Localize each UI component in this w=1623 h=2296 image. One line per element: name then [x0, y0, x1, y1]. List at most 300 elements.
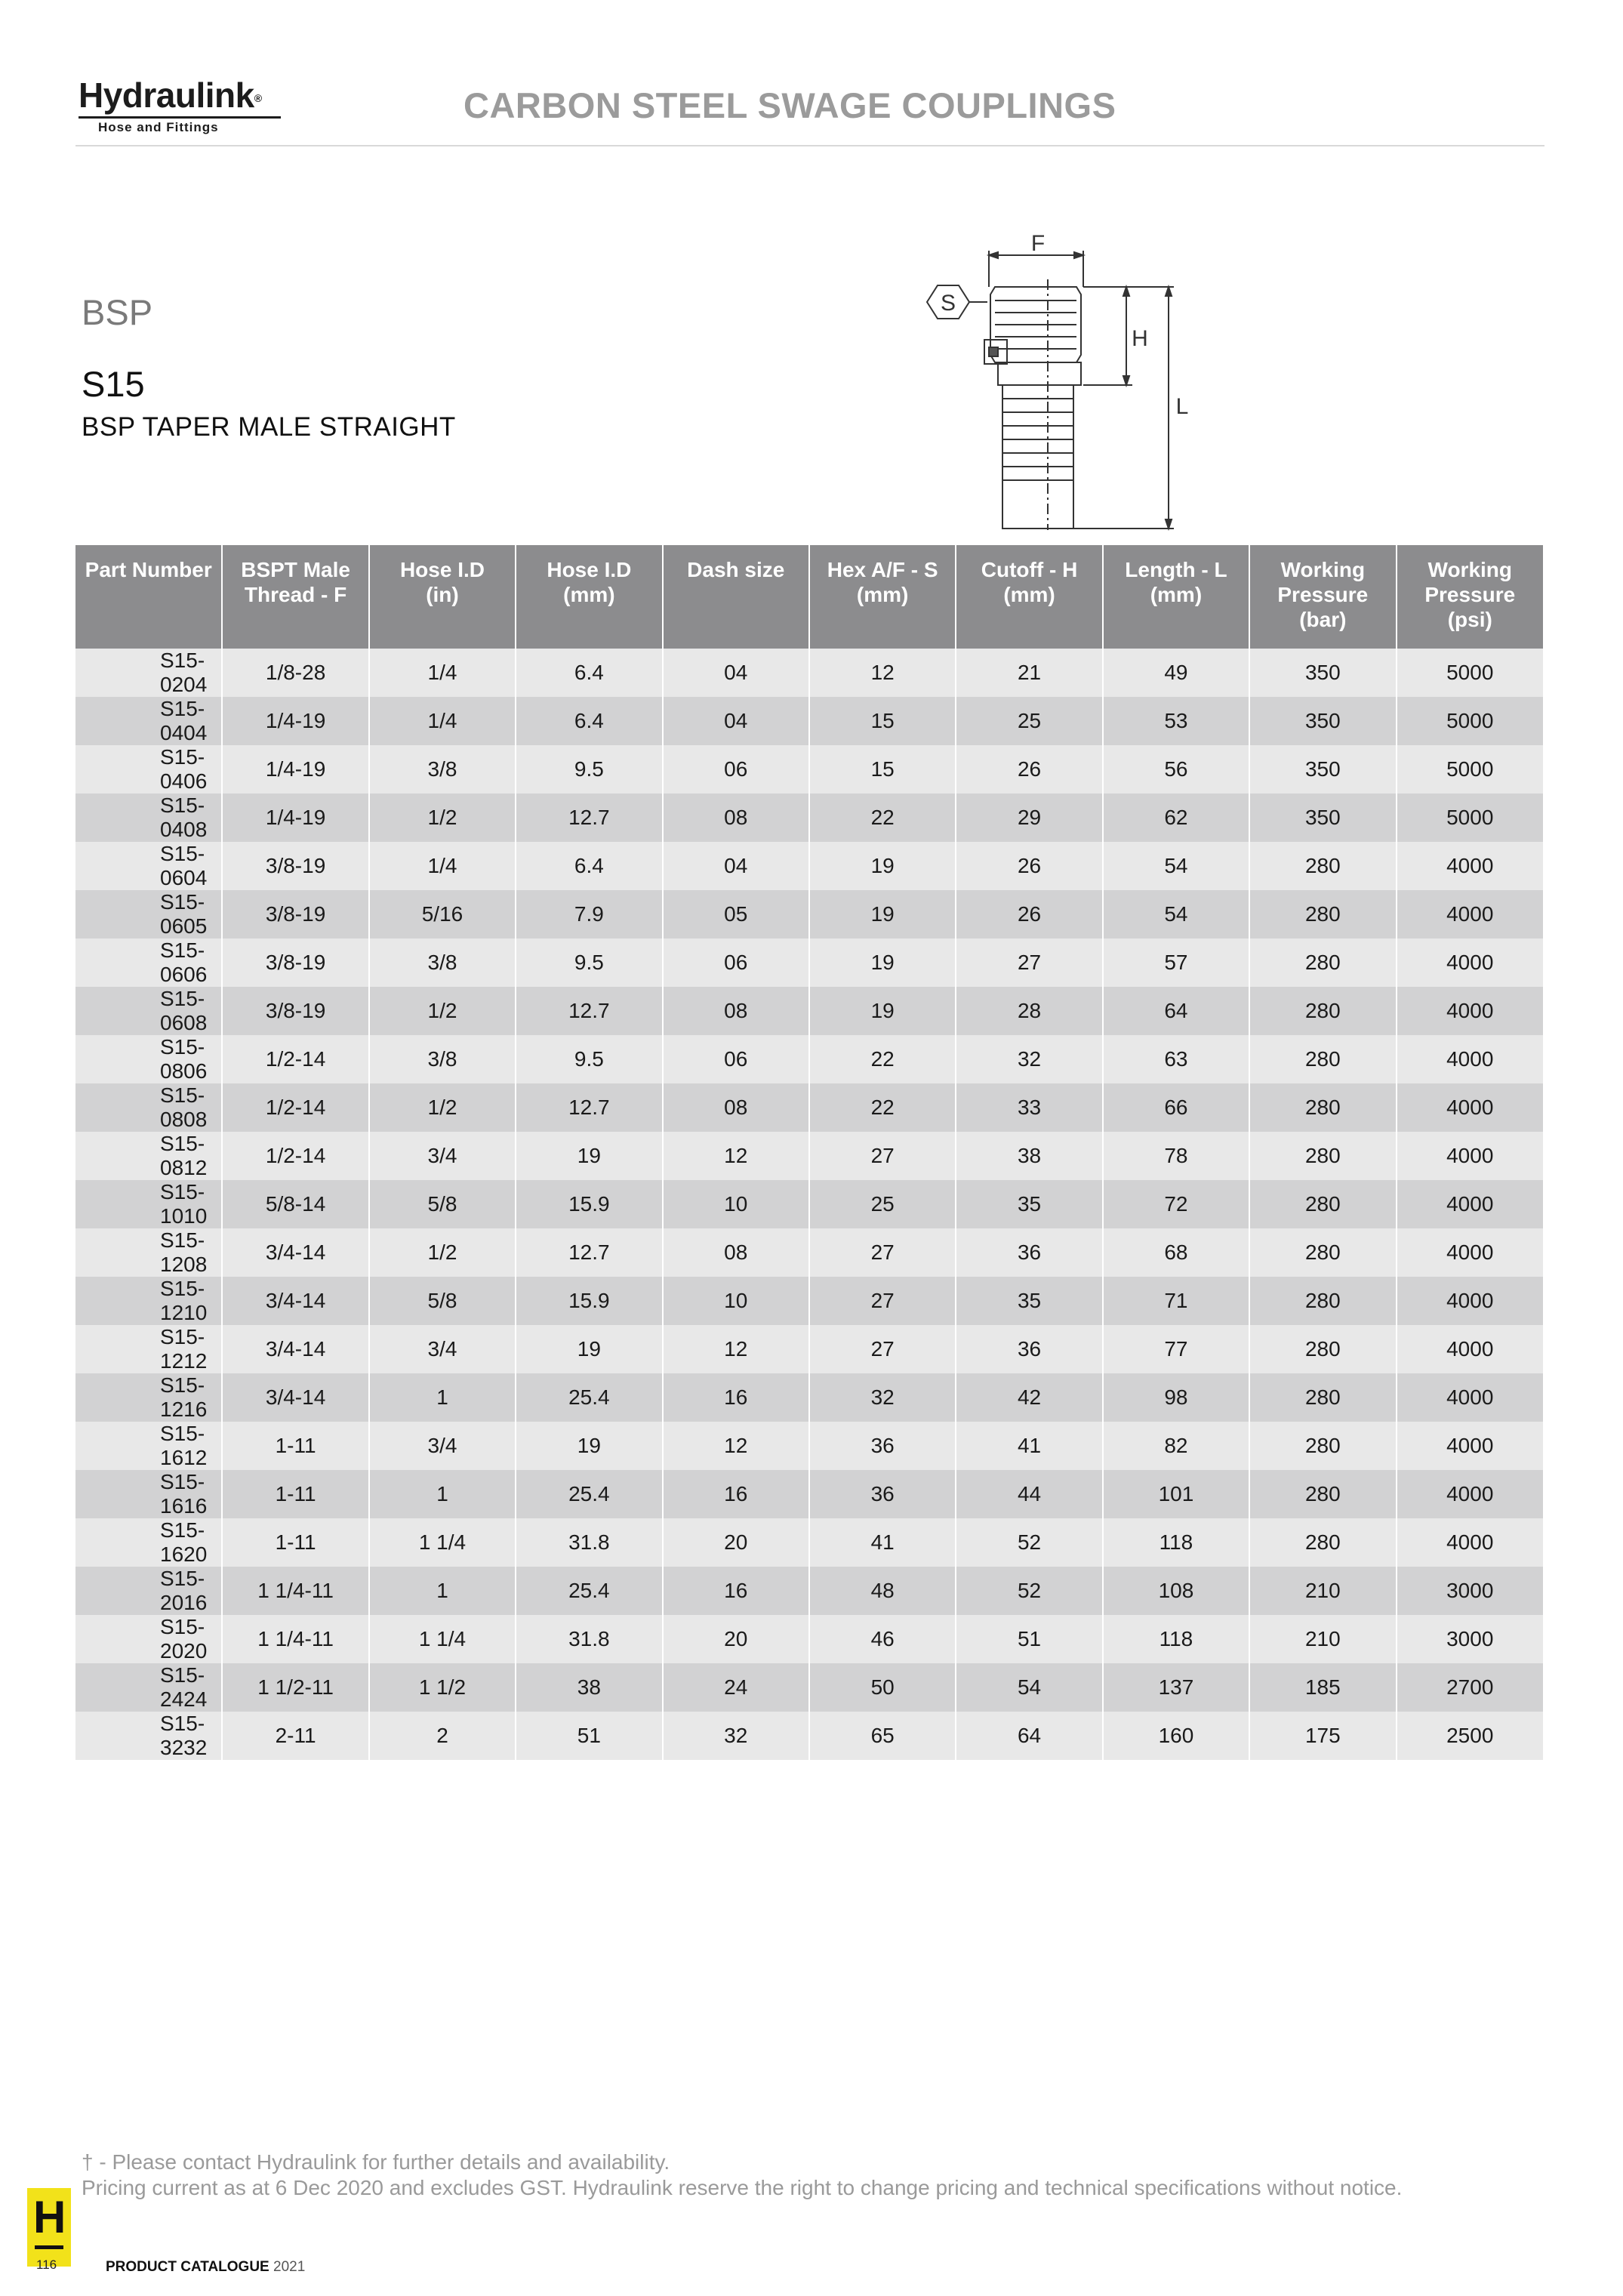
table-cell: 280	[1249, 1228, 1396, 1277]
table-cell: 6.4	[516, 842, 662, 890]
table-cell: 1/2	[369, 1228, 516, 1277]
table-cell: 4000	[1397, 1277, 1543, 1325]
pricing-note: Pricing current as at 6 Dec 2020 and excludes GST. Hydraulink reserve the right to change pricing and technical specifications without notice.	[82, 2176, 1403, 2199]
table-cell: 4000	[1397, 842, 1543, 890]
table-cell: 63	[1103, 1035, 1249, 1083]
table-cell: 68	[1103, 1228, 1249, 1277]
table-cell: 19	[516, 1422, 662, 1470]
part-number-cell: S15-2020	[75, 1615, 222, 1663]
column-header-line: Pressure	[1277, 583, 1369, 606]
label-s: S	[940, 291, 956, 316]
table-cell: 21	[956, 649, 1102, 697]
table-cell: 26	[956, 745, 1102, 794]
part-number-cell: S15-1616	[75, 1470, 222, 1518]
table-cell: 29	[956, 794, 1102, 842]
table-cell: 280	[1249, 1422, 1396, 1470]
table-cell: 108	[1103, 1567, 1249, 1615]
table-cell: 12.7	[516, 794, 662, 842]
table-cell: 41	[956, 1422, 1102, 1470]
table-body	[75, 649, 1543, 1760]
column-header	[1249, 545, 1396, 649]
table-cell: 26	[956, 890, 1102, 938]
column-header	[1103, 545, 1249, 649]
table-cell: 12.7	[516, 1083, 662, 1132]
table-cell: 04	[663, 697, 809, 745]
table-cell: 3/4-14	[222, 1373, 368, 1422]
table-cell: 2-11	[222, 1712, 368, 1760]
table-cell: 1-11	[222, 1470, 368, 1518]
table-cell: 04	[663, 842, 809, 890]
part-number-cell: S15-1010	[75, 1180, 222, 1228]
part-number-cell: S15-2424	[75, 1663, 222, 1712]
h-badge	[27, 2188, 71, 2267]
page-number: 116	[36, 2257, 57, 2272]
table-cell: 9.5	[516, 745, 662, 794]
part-number-cell: S15-0605	[75, 890, 222, 938]
hex-block-inner	[989, 347, 998, 356]
table-cell: 4000	[1397, 1422, 1543, 1470]
table-row	[75, 1663, 1543, 1712]
table-cell: 350	[1249, 794, 1396, 842]
column-header-line: Part Number	[85, 558, 212, 581]
table-cell: 1 1/4-11	[222, 1567, 368, 1615]
table-cell: 3/8	[369, 938, 516, 987]
table-row	[75, 938, 1543, 987]
table-cell: 06	[663, 745, 809, 794]
table-cell: 5/8-14	[222, 1180, 368, 1228]
table-cell: 19	[809, 987, 956, 1035]
table-cell: 1/2-14	[222, 1035, 368, 1083]
table-cell: 08	[663, 1228, 809, 1277]
table-cell: 31.8	[516, 1518, 662, 1567]
table-cell: 4000	[1397, 938, 1543, 987]
column-header-line: Pressure	[1424, 583, 1516, 606]
column-header-line: Length - L	[1125, 558, 1227, 581]
table-cell: 20	[663, 1518, 809, 1567]
table-cell: 1/2	[369, 987, 516, 1035]
label-h: H	[1132, 326, 1148, 351]
part-number-cell: S15-3232	[75, 1712, 222, 1760]
table-cell: 32	[663, 1712, 809, 1760]
table-cell: 4000	[1397, 1518, 1543, 1567]
h-badge-letter: H	[33, 2192, 66, 2242]
table-cell: 72	[1103, 1180, 1249, 1228]
h-arrow-bottom	[1123, 376, 1129, 385]
table-cell: 36	[809, 1470, 956, 1518]
table-cell: 4000	[1397, 1035, 1543, 1083]
table-cell: 3/4	[369, 1132, 516, 1180]
table-cell: 1/2	[369, 1083, 516, 1132]
collar	[998, 362, 1081, 385]
table-cell: 46	[809, 1615, 956, 1663]
column-header-line: Hose I.D	[547, 558, 632, 581]
table-cell: 280	[1249, 1083, 1396, 1132]
catalogue-title: PRODUCT CATALOGUE	[106, 2259, 269, 2275]
table-cell: 66	[1103, 1083, 1249, 1132]
table-cell: 5/16	[369, 890, 516, 938]
column-header-line: (psi)	[1447, 608, 1492, 631]
table-cell: 1/2-14	[222, 1083, 368, 1132]
column-header-line: (bar)	[1299, 608, 1347, 631]
table-row	[75, 890, 1543, 938]
part-number-cell: S15-0604	[75, 842, 222, 890]
table-cell: 1/4	[369, 842, 516, 890]
table-cell: 280	[1249, 1180, 1396, 1228]
table-cell: 9.5	[516, 1035, 662, 1083]
table-cell: 160	[1103, 1712, 1249, 1760]
table-cell: 350	[1249, 745, 1396, 794]
table-cell: 5000	[1397, 794, 1543, 842]
table-cell: 210	[1249, 1615, 1396, 1663]
column-header	[663, 545, 809, 649]
table-cell: 27	[809, 1132, 956, 1180]
label-l: L	[1175, 394, 1189, 419]
table-cell: 32	[956, 1035, 1102, 1083]
table-cell: 16	[663, 1373, 809, 1422]
table-cell: 3/4	[369, 1325, 516, 1373]
hydraulink-logo	[79, 77, 281, 135]
part-number-cell: S15-0406	[75, 745, 222, 794]
part-number-cell: S15-1208	[75, 1228, 222, 1277]
column-header-line: (mm)	[1003, 583, 1055, 606]
table-cell: 26	[956, 842, 1102, 890]
table-row	[75, 697, 1543, 745]
catalogue-label	[106, 2259, 305, 2276]
table-cell: 57	[1103, 938, 1249, 987]
table-cell: 27	[809, 1277, 956, 1325]
table-cell: 5/8	[369, 1277, 516, 1325]
table-cell: 27	[956, 938, 1102, 987]
table-cell: 4000	[1397, 1470, 1543, 1518]
table-cell: 06	[663, 1035, 809, 1083]
table-row	[75, 1325, 1543, 1373]
table-cell: 3/4	[369, 1422, 516, 1470]
table-cell: 1 1/4	[369, 1615, 516, 1663]
table-cell: 12.7	[516, 1228, 662, 1277]
table-cell: 12	[663, 1325, 809, 1373]
part-number-cell: S15-0808	[75, 1083, 222, 1132]
catalogue-year: 2021	[273, 2259, 306, 2275]
table-cell: 19	[809, 890, 956, 938]
table-cell: 19	[809, 938, 956, 987]
column-header-line: (mm)	[856, 583, 909, 606]
table-cell: 54	[1103, 890, 1249, 938]
table-cell: 5/8	[369, 1180, 516, 1228]
table-cell: 25.4	[516, 1470, 662, 1518]
table-cell: 56	[1103, 745, 1249, 794]
column-header	[956, 545, 1102, 649]
part-number-cell: S15-1212	[75, 1325, 222, 1373]
product-description: BSP TAPER MALE STRAIGHT	[82, 412, 456, 442]
table-cell: 32	[809, 1373, 956, 1422]
table-cell: 1	[369, 1567, 516, 1615]
table-cell: 53	[1103, 697, 1249, 745]
table-cell: 2700	[1397, 1663, 1543, 1712]
column-header-line: Working	[1427, 558, 1512, 581]
table-cell: 4000	[1397, 987, 1543, 1035]
table-cell: 118	[1103, 1615, 1249, 1663]
table-cell: 82	[1103, 1422, 1249, 1470]
table-cell: 101	[1103, 1470, 1249, 1518]
section-label: BSP	[82, 292, 153, 332]
table-cell: 1	[369, 1470, 516, 1518]
table-cell: 08	[663, 794, 809, 842]
table-cell: 22	[809, 1035, 956, 1083]
table-cell: 280	[1249, 1132, 1396, 1180]
table-cell: 36	[809, 1422, 956, 1470]
table-cell: 3/8-19	[222, 987, 368, 1035]
table-cell: 77	[1103, 1325, 1249, 1373]
column-header-line: Thread - F	[244, 583, 347, 606]
column-header	[809, 545, 956, 649]
table-cell: 118	[1103, 1518, 1249, 1567]
table-cell: 12	[663, 1132, 809, 1180]
table-cell: 78	[1103, 1132, 1249, 1180]
table-cell: 5000	[1397, 697, 1543, 745]
table-cell: 05	[663, 890, 809, 938]
table-cell: 08	[663, 987, 809, 1035]
table-cell: 20	[663, 1615, 809, 1663]
h-arrow-top	[1123, 287, 1129, 296]
table-cell: 52	[956, 1518, 1102, 1567]
table-cell: 10	[663, 1180, 809, 1228]
table-cell: 280	[1249, 987, 1396, 1035]
column-header	[222, 545, 368, 649]
f-arrow-right	[1074, 252, 1083, 258]
part-number-cell: S15-2016	[75, 1567, 222, 1615]
part-number-cell: S15-0608	[75, 987, 222, 1035]
table-cell: 1/4	[369, 697, 516, 745]
column-header	[1397, 545, 1543, 649]
table-cell: 280	[1249, 1325, 1396, 1373]
l-arrow-top	[1166, 287, 1172, 296]
table-cell: 44	[956, 1470, 1102, 1518]
table-cell: 04	[663, 649, 809, 697]
table-cell: 4000	[1397, 1132, 1543, 1180]
table-row	[75, 794, 1543, 842]
part-number-cell: S15-0404	[75, 697, 222, 745]
table-cell: 2	[369, 1712, 516, 1760]
table-row	[75, 1180, 1543, 1228]
table-cell: 280	[1249, 1373, 1396, 1422]
table-cell: 36	[956, 1325, 1102, 1373]
brand-name: Hydraulink	[79, 76, 254, 115]
table-cell: 15	[809, 745, 956, 794]
part-number-cell: S15-0408	[75, 794, 222, 842]
table-cell: 1 1/4-11	[222, 1615, 368, 1663]
table-cell: 3/4-14	[222, 1228, 368, 1277]
column-header-line: (mm)	[563, 583, 615, 606]
table-cell: 3/8	[369, 745, 516, 794]
h-badge-bar	[35, 2245, 63, 2249]
table-cell: 350	[1249, 697, 1396, 745]
table-row	[75, 1615, 1543, 1663]
brand-tagline: Hose and Fittings	[79, 116, 281, 135]
table-cell: 280	[1249, 1518, 1396, 1567]
table-cell: 6.4	[516, 697, 662, 745]
table-row	[75, 842, 1543, 890]
table-cell: 35	[956, 1180, 1102, 1228]
table-cell: 10	[663, 1277, 809, 1325]
table-cell: 52	[956, 1567, 1102, 1615]
table-cell: 1/4	[369, 649, 516, 697]
column-header-line: Hex A/F - S	[827, 558, 938, 581]
table-cell: 42	[956, 1373, 1102, 1422]
column-header-line: Hose I.D	[399, 558, 485, 581]
table-cell: 35	[956, 1277, 1102, 1325]
table-cell: 4000	[1397, 1325, 1543, 1373]
table-row	[75, 745, 1543, 794]
table-cell: 1-11	[222, 1518, 368, 1567]
part-number-cell: S15-1612	[75, 1422, 222, 1470]
table-cell: 16	[663, 1567, 809, 1615]
table-cell: 19	[516, 1132, 662, 1180]
part-number-cell: S15-1210	[75, 1277, 222, 1325]
table-cell: 25.4	[516, 1373, 662, 1422]
table-cell: 1/4-19	[222, 794, 368, 842]
table-cell: 1/4-19	[222, 745, 368, 794]
product-code: S15	[82, 364, 145, 404]
column-header-line: Dash size	[687, 558, 785, 581]
table-cell: 64	[1103, 987, 1249, 1035]
l-arrow-bottom	[1166, 519, 1172, 529]
availability-note: † - Please contact Hydraulink for further details and availability.	[82, 2150, 670, 2174]
table-cell: 3/8-19	[222, 842, 368, 890]
fitting-diagram	[913, 234, 1200, 540]
table-cell: 27	[809, 1325, 956, 1373]
table-cell: 51	[956, 1615, 1102, 1663]
f-arrow-left	[989, 252, 998, 258]
table-cell: 41	[809, 1518, 956, 1567]
table-cell: 54	[1103, 842, 1249, 890]
table-cell: 19	[809, 842, 956, 890]
column-header-line: Working	[1280, 558, 1366, 581]
table-cell: 16	[663, 1470, 809, 1518]
table-cell: 3/4-14	[222, 1325, 368, 1373]
table-cell: 36	[956, 1228, 1102, 1277]
table-row	[75, 1567, 1543, 1615]
table-cell: 9.5	[516, 938, 662, 987]
table-cell: 54	[956, 1663, 1102, 1712]
table-row	[75, 1712, 1543, 1760]
table-cell: 12.7	[516, 987, 662, 1035]
table-cell: 1 1/2-11	[222, 1663, 368, 1712]
table-cell: 175	[1249, 1712, 1396, 1760]
table-cell: 24	[663, 1663, 809, 1712]
table-cell: 4000	[1397, 1373, 1543, 1422]
registered-mark: ®	[254, 92, 262, 104]
table-cell: 98	[1103, 1373, 1249, 1422]
column-header	[369, 545, 516, 649]
table-cell: 2500	[1397, 1712, 1543, 1760]
table-cell: 1 1/4	[369, 1518, 516, 1567]
table-row	[75, 1083, 1543, 1132]
table-cell: 1/2	[369, 794, 516, 842]
table-row	[75, 1132, 1543, 1180]
tail	[1002, 385, 1073, 529]
table-cell: 31.8	[516, 1615, 662, 1663]
table-row	[75, 987, 1543, 1035]
table-row	[75, 649, 1543, 697]
table-cell: 71	[1103, 1277, 1249, 1325]
label-f: F	[1030, 234, 1046, 256]
table-cell: 50	[809, 1663, 956, 1712]
table-cell: 06	[663, 938, 809, 987]
table-cell: 22	[809, 1083, 956, 1132]
table-cell: 185	[1249, 1663, 1396, 1712]
table-cell: 4000	[1397, 890, 1543, 938]
table-cell: 15	[809, 697, 956, 745]
table-row	[75, 1470, 1543, 1518]
table-cell: 350	[1249, 649, 1396, 697]
table-cell: 280	[1249, 842, 1396, 890]
table-cell: 22	[809, 794, 956, 842]
table-cell: 5000	[1397, 649, 1543, 697]
table-header-row	[75, 545, 1543, 649]
table-cell: 08	[663, 1083, 809, 1132]
table-row	[75, 1518, 1543, 1567]
table-row	[75, 1277, 1543, 1325]
table-cell: 62	[1103, 794, 1249, 842]
table-cell: 280	[1249, 1277, 1396, 1325]
table-row	[75, 1228, 1543, 1277]
table-cell: 3/8	[369, 1035, 516, 1083]
table-cell: 280	[1249, 890, 1396, 938]
part-number-cell: S15-0606	[75, 938, 222, 987]
table-cell: 7.9	[516, 890, 662, 938]
table-cell: 64	[956, 1712, 1102, 1760]
table-cell: 3/4-14	[222, 1277, 368, 1325]
column-header-line: (mm)	[1150, 583, 1203, 606]
table-cell: 12	[663, 1422, 809, 1470]
table-row	[75, 1035, 1543, 1083]
table-cell: 19	[516, 1325, 662, 1373]
table-cell: 3/8-19	[222, 890, 368, 938]
table-cell: 4000	[1397, 1083, 1543, 1132]
table-cell: 4000	[1397, 1228, 1543, 1277]
table-cell: 65	[809, 1712, 956, 1760]
table-row	[75, 1422, 1543, 1470]
table-cell: 33	[956, 1083, 1102, 1132]
table-cell: 15.9	[516, 1180, 662, 1228]
table-cell: 1	[369, 1373, 516, 1422]
part-number-cell: S15-0812	[75, 1132, 222, 1180]
table-cell: 1/2-14	[222, 1132, 368, 1180]
part-number-cell: S15-1620	[75, 1518, 222, 1567]
table-cell: 1 1/2	[369, 1663, 516, 1712]
part-number-cell: S15-1216	[75, 1373, 222, 1422]
table-cell: 25	[809, 1180, 956, 1228]
table-cell: 12	[809, 649, 956, 697]
table-cell: 51	[516, 1712, 662, 1760]
part-number-cell: S15-0204	[75, 649, 222, 697]
table-cell: 3000	[1397, 1615, 1543, 1663]
column-header-line: Cutoff - H	[981, 558, 1078, 581]
table-cell: 5000	[1397, 745, 1543, 794]
header-divider	[75, 145, 1544, 146]
table-cell: 3000	[1397, 1567, 1543, 1615]
column-header-line: BSPT Male	[241, 558, 350, 581]
page-title: CARBON STEEL SWAGE COUPLINGS	[463, 85, 1116, 125]
spec-table	[75, 545, 1543, 1760]
table-cell: 49	[1103, 649, 1249, 697]
table-cell: 210	[1249, 1567, 1396, 1615]
table-cell: 1/4-19	[222, 697, 368, 745]
table-cell: 280	[1249, 938, 1396, 987]
table-cell: 48	[809, 1567, 956, 1615]
table-cell: 1/8-28	[222, 649, 368, 697]
table-row	[75, 1373, 1543, 1422]
